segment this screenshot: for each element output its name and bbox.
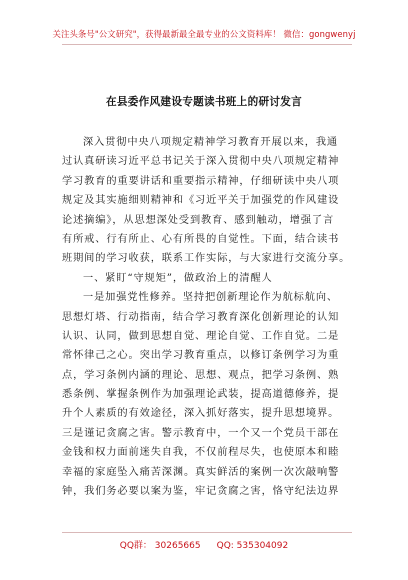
body-line: 规定及其实施细则精神和《习近平关于加强党的作风建设 [62,195,340,207]
document-title: 在县委作风建设专题读书班上的研讨发言 [105,96,303,108]
footer-qq-group: QQ群： 30265665 [119,541,201,551]
body-line: 幸福的家庭坠入痛苦深渊。真实鲜活的案例一次次敲响警 [62,466,340,478]
header-banner: 关注头条号"公文研究"，获得最新最全最专业的公文资料库！ 微信：gongwenyj [52,29,356,39]
body-line: 过认真研读习近平总书记关于深入贯彻中央八项规定精神 [62,156,340,168]
footer-contact [0,538,408,551]
body-line: 论述摘编》，从思想深处受到教育、感到触动，增强了言 [62,214,335,226]
body-line: 常怀律己之心。突出学习教育重点，以修订条例学习为重 [62,350,340,362]
footer-divider [62,532,352,533]
body-line: 认识、认同，做到思想自觉、理论自觉、工作自觉。二是 [62,330,340,342]
body-line: 点，学习条例内涵的理论、思想、观点，把学习条例、熟 [62,369,340,381]
body-line: 一是加强党性修养。坚持把创新理论作为航标航向、 [83,292,339,304]
body-line: 有所戒、行有所止、心有所畏的自觉性。下面，结合读书 [62,233,340,245]
header-divider [62,44,352,45]
document-body [62,133,354,501]
body-line: 金钱和权力面前迷失自我，不仅前程尽失，也使原本和睦 [62,447,340,459]
body-line: 悉条例、掌握条例作为加强理论武装，提高道德修养，提 [62,389,340,401]
body-line: 一、紧盯“守规矩”，做政治上的清醒人 [83,272,273,284]
body-line: 钟，我们务必要以案为鉴，牢记贪腐之害，恪守纪法边界 [62,486,340,498]
footer-qq-number: QQ: 535304092 [216,541,289,551]
body-line: 学习教育的重要讲话和重要指示精神，仔细研读中央八项 [62,175,340,187]
body-line: 升个人素质的有效途径，深入抓好落实，提升思想境界。 [62,408,340,420]
body-line: 班期间的学习收获，联系工作实际，与大家进行交流分享。 [62,253,351,265]
body-line: 三是谨记贪腐之害。警示教育中，一个又一个党员干部在 [62,427,340,439]
body-line: 深入贯彻中央八项规定精神学习教育开展以来，我通 [83,137,339,148]
body-line: 思想灯塔、行动指南，结合学习教育深化创新理论的认知 [62,311,340,323]
